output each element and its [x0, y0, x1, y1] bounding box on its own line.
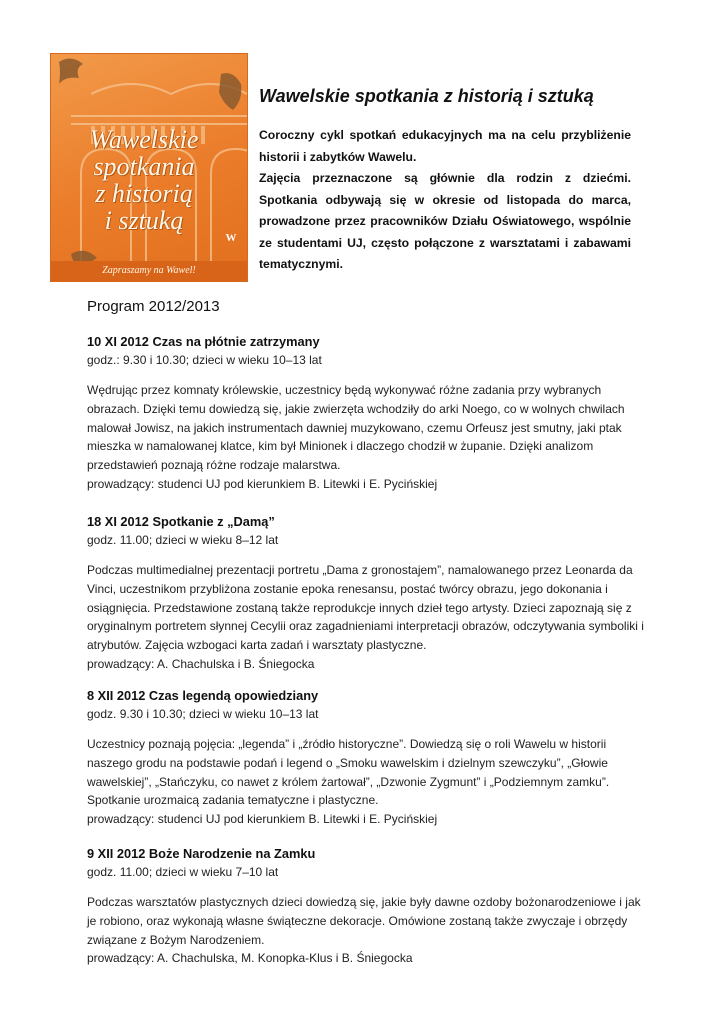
- intro-paragraph-1: Coroczny cykl spotkań edukacyjnych ma na celu przybliżenie historii i zabytków Wawelu.: [259, 128, 631, 164]
- event-2: [87, 513, 647, 674]
- event-title: 9 XII 2012 Boże Narodzenie na Zamku: [87, 846, 316, 861]
- intro-text: [259, 125, 631, 276]
- event-description: Podczas warsztatów plastycznych dzieci dowiedzą się, jakie były dawne ozdoby bożonarodzeniowe i jak je robiono, oraz wykonają własne świąteczne dekoracje. Omówione zostaną także zwyczaje i obrzędy związane z Bożym Narodzeniem.: [87, 895, 641, 947]
- event-time: godz. 11.00; dzieci w wieku 8–12 lat: [87, 533, 279, 547]
- intro-paragraph-2: Zajęcia przeznaczone są głównie dla rodzin z dziećmi. Spotkania odbywają się w okresie od listopada do marca, prowadzone przez pracowników Działu Oświatowego, wspólnie ze studentami UJ, często połączone z warsztatami i zabawami tematycznymi.: [259, 171, 631, 271]
- event-title: 18 XI 2012 Spotkanie z „Damą”: [87, 514, 275, 529]
- event-lead: prowadzący: studenci UJ pod kierunkiem B. Litewki i E. Pycińskiej: [87, 812, 438, 827]
- event-description: Podczas multimedialnej prezentacji portretu „Dama z gronostajem”, namalowanego przez Leonarda da Vinci, uczestnikom przybliżona zostanie epoka renesansu, postać twórcy obrazu, jego dokonania i osiągnięcia. Przedstawione zostaną także reprodukcje innych dzieł tego artysty. Dzieci zapoznają się z oryginalnym portretem słynnej Cecylii oraz zagadnieniami interpretacji obrazów, odczytywania symboliki i atrybutów. Zajęcia wzbogaci karta zadań i warsztaty plastyczne.: [87, 563, 644, 653]
- poster-image: [50, 53, 248, 282]
- wawel-logo-icon: W: [225, 232, 237, 244]
- event-4: [87, 845, 647, 968]
- event-lead: prowadzący: A. Chachulska, M. Konopka-Klus i B. Śniegocka: [87, 951, 413, 966]
- event-title: 8 XII 2012 Czas legendą opowiedziany: [87, 688, 319, 703]
- event-lead: prowadzący: A. Chachulska i B. Śniegocka: [87, 656, 315, 671]
- event-time: godz.: 9.30 i 10.30; dzieci w wieku 10–13 lat: [87, 353, 322, 367]
- event-time: godz. 9.30 i 10.30; dzieci w wieku 10–13 lat: [87, 707, 319, 721]
- poster-footer: Zapraszamy na Wawel!: [51, 261, 247, 281]
- event-1: [87, 333, 647, 494]
- event-time: godz. 11.00; dzieci w wieku 7–10 lat: [87, 865, 279, 879]
- poster-title: Wawelskie spotkania z historią i sztuką: [89, 125, 199, 235]
- event-description: Wędrując przez komnaty królewskie, uczestnicy będą wykonywać różne zadania przy wybranych obrazach. Dzięki temu dowiedzą się, jakie zwierzęta wchodziły do arki Noego, co w wolnych chwilach malował Jowisz, na jakich instrumentach dawniej muzykowano, czemu Orfeusz jest smutny, jaki ptak mieszka w namalowanej klatce, kim był Minionek i dlaczego chodził w żupanie. Dzięki analizom przedstawień poznają różne rodzaje malarstwa.: [87, 383, 625, 473]
- page-title: Wawelskie spotkania z historią i sztuką: [259, 86, 594, 106]
- event-3: [87, 687, 647, 829]
- program-title: Program 2012/2013: [87, 298, 220, 315]
- event-description: Uczestnicy poznają pojęcia: „legenda” i „źródło historyczne”. Dowiedzą się o roli Wawelu w historii naszego grodu na podstawie podań i legend o „Smoku wawelskim i dzielnym szewczyku”, „Głowie wawelskiej”, „Stańczyku, co nawet z królem żartował”, „Dzwonie Zygmunt” i „Podziemnym zamku”. Spotkanie urozmaicą zadania tematyczne i plastyczne.: [87, 737, 610, 808]
- event-title: 10 XI 2012 Czas na płótnie zatrzymany: [87, 334, 320, 349]
- event-lead: prowadzący: studenci UJ pod kierunkiem B. Litewki i E. Pycińskiej: [87, 476, 438, 491]
